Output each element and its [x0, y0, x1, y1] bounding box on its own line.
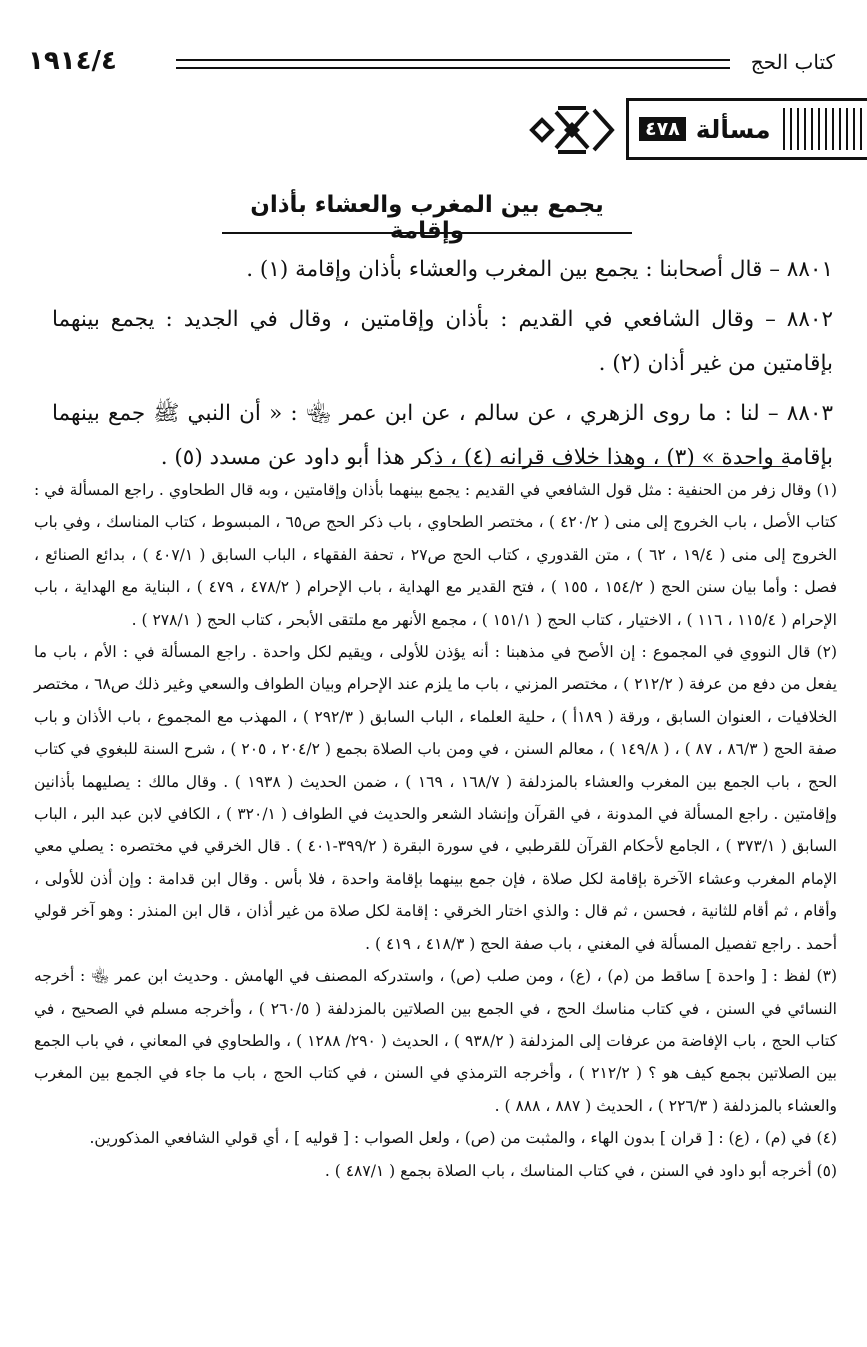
- masala-box: [626, 98, 867, 160]
- title-underline: [222, 232, 632, 234]
- book-title: كتاب الحج: [750, 50, 835, 74]
- footnote-3: (٣) لفظ : [ واحدة ] ساقط من (م) ، (ع) ، ومن صلب (ص) ، واستدركه المصنف في الهامش . وحديث ابن عمر ﵄ : أخرجه النسائي في السنن ، في كتاب مناسك الحج ، في الجمع بين الصلاتين بالمزدلفة ( ٢٦٠/٥ ) ، وأخرجه مسلم في الصحيح ، في كتاب الحج ، باب الإفاضة من عرفات إلى المزدلفة ( ٩٣٨/٢ ) ، الحديث ( ٢٩٠/ ١٢٨٨ ) ، والطحاوي في المعاني ، في باب الجمع بين الصلاتين بجمع كيف هو ؟ ( ٢١٢/٢ ) ، وأخرجه الترمذي في السنن ، في كتاب الحج ، باب ما جاء في الجمع بين المغرب والعشاء بالمزدلفة ( ٢٢٦/٣ ) ، الحديث ( ٨٨٧ ، ٨٨٨ ) .: [34, 967, 837, 1115]
- paragraph-8803: ٨٨٠٣ – لنا : ما روى الزهري ، عن سالم ، عن ابن عمر ﵄ : « أن النبي ﷺ جمع بينهما بإقامة واحدة » (٣) ، وهذا خلاف قرانه (٤) ، ذكر هذا أبو داود عن مسدد (٥) .: [52, 401, 833, 470]
- paragraph-8802: ٨٨٠٢ – وقال الشافعي في القديم : بأذان وإقامتين ، وقال في الجديد : يجمع بينهما بإقامتين من غير أذان (٢) .: [52, 307, 833, 376]
- footnote-4: (٤) في (م) ، (ع) : [ قران ] بدون الهاء ، والمثبت من (ص) ، ولعل الصواب : [ قوليه ] ، أي قولي الشافعي المذكورين.: [89, 1129, 837, 1148]
- paragraph-8801: ٨٨٠١ – قال أصحابنا : يجمع بين المغرب والعشاء بأذان وإقامة (١) .: [246, 257, 833, 282]
- header-rule: [176, 59, 730, 69]
- masala-banner: [528, 98, 867, 160]
- page-number: ١٩١٤/٤: [28, 46, 117, 76]
- section-title: يجمع بين المغرب والعشاء بأذان وإقامة: [250, 192, 604, 244]
- masala-number: ٤٧٨: [639, 117, 686, 141]
- footnotes: [34, 474, 837, 1187]
- masala-label: مسألة: [695, 114, 771, 144]
- footnote-5: (٥) أخرجه أبو داود في السنن ، في كتاب المناسك ، باب الصلاة بجمع ( ٤٨٧/١ ) .: [324, 1161, 837, 1180]
- ornament-icon: [528, 104, 618, 156]
- banner-stripes: [783, 108, 867, 150]
- running-header: [28, 44, 835, 84]
- footnote-1: (١) وقال زفر من الحنفية : مثل قول الشافعي في القديم : يجمع بينهما بأذان وإقامتين ، وبه قال الطحاوي . راجع المسألة في : كتاب الأصل ، باب الخروج إلى منى ( ٤٢٠/٢ ) ، مختصر الطحاوي ، باب ذكر الحج ص٦٥ ، المبسوط ، كتاب المناسك ، وفي باب الخروج إلى منى ( ١٩/٤ ، ٦٢ ) ، متن القدوري ، كتاب الحج ص٢٧ ، تحفة الفقهاء ، الباب السابق ( ٤٠٧/١ ) ، بدائع الصنائع ، فصل : وأما بيان سنن الحج ( ١٥٤/٢ ، ١٥٥ ) ، فتح القدير مع الهداية ، باب الإحرام ( ٤٧٨/٢ ، ٤٧٩ ) ، البناية مع الهداية ، باب الإحرام ( ١١٥/٤ ، ١١٦ ) ، الاختيار ، كتاب الحج ( ١٥١/١ ) ، مجمع الأنهر مع ملتقى الأبحر ، كتاب الحج ( ٢٧٨/١ ) .: [34, 481, 838, 629]
- footnote-separator: [430, 466, 788, 467]
- main-text: [52, 248, 833, 486]
- footnote-2: (٢) قال النووي في المجموع : إن الأصح في مذهبنا : أنه يؤذن للأولى ، ويقيم لكل واحدة . راجع المسألة في : الأم ، باب ما يفعل من دفع من عرفة ( ٢١٢/٢ ) ، مختصر المزني ، باب ما يلزم عند الإحرام وبيان الطواف والسعي وغير ذلك ص٦٨ ، مختصر الخلافيات ، العنوان السابق ، ورقة ( ١٨٩أ ) ، حلية العلماء ، الباب السابق ( ٢٩٢/٣ ) ، المهذب مع المجموع ، باب الأذان و باب صفة الحج ( ٨٦/٣ ، ٨٧ ) ، ( ١٤٩/٨ ) ، معالم السنن ، في ومن باب الصلاة بجمع ( ٢٠٤/٢ ، ٢٠٥ ) ، شرح السنة للبغوي في كتاب الحج ، باب الجمع بين المغرب والعشاء بالمزدلفة ( ١٦٨/٧ ، ١٦٩ ) ، ضمن الحديث ( ١٩٣٨ ) . وقال مالك : يصليهما بأذانين وإقامتين . راجع المسألة في المدونة ، في القرآن وإنشاد الشعر والحديث في الطواف ( ٣٢٠/١ ) ، الكافي لابن عبد البر ، الباب السابق ( ٣٧٣/١ ) ، الجامع لأحكام القرآن للقرطبي ، في سورة البقرة ( ٣٩٩/٢-٤٠١ ) . قال الخرقي في مختصره : يصلي معي الإمام المغرب وعشاء الآخرة بإقامة لكل صلاة ، فإن جمع بينهما بإقامة واحدة ، فلا بأس . وقال ابن قدامة : وإن أذن للأولى ، وأقام ، ثم أقام للثانية ، فحسن ، ثم قال : والذي اختار الخرقي : إقامة لكل صلاة من غير أذان ، قال ابن المنذر : وهو آخر قولي أحمد . راجع تفصيل المسألة في المغني ، باب صفة الحج ( ٤١٨/٣ ، ٤١٩ ) .: [34, 643, 838, 953]
